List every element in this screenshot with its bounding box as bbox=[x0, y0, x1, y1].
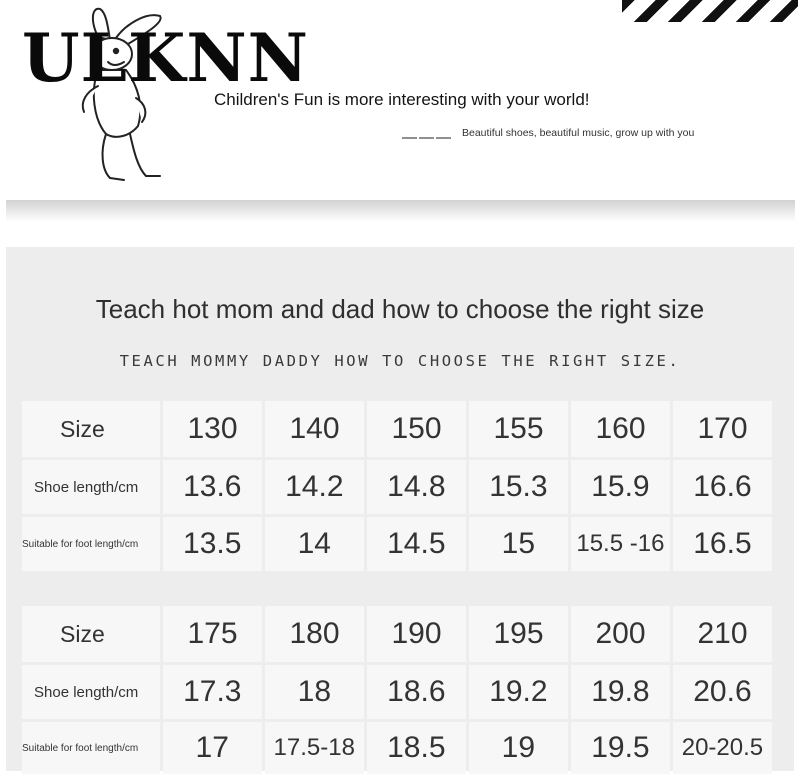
shoe-length-cell: 20.6 bbox=[673, 665, 772, 719]
foot-length-cell: 19.5 bbox=[571, 722, 670, 774]
size-guide-subtitle: TEACH MOMMY DADDY HOW TO CHOOSE THE RIGHT SIZE. bbox=[119, 352, 681, 370]
shoe-length-cell: 19.2 bbox=[469, 665, 568, 719]
size-cell: 160 bbox=[571, 401, 670, 457]
foot-length-row bbox=[22, 722, 772, 774]
foot-length-cell: 15.5 -16 bbox=[571, 517, 670, 571]
shoe-length-cell: 15.3 bbox=[469, 460, 568, 514]
size-table-1 bbox=[22, 401, 772, 574]
size-cell: 180 bbox=[265, 606, 364, 662]
row-label-shoe-length: Shoe length/cm bbox=[22, 460, 160, 514]
foot-length-cell: 19 bbox=[469, 722, 568, 774]
size-cell: 150 bbox=[367, 401, 466, 457]
foot-length-cell: 13.5 bbox=[163, 517, 262, 571]
foot-length-cell: 16.5 bbox=[673, 517, 772, 571]
foot-length-row bbox=[22, 517, 772, 571]
shoe-length-cell: 13.6 bbox=[163, 460, 262, 514]
shoe-length-cell: 19.8 bbox=[571, 665, 670, 719]
tagline-dashes: ——— bbox=[402, 129, 453, 146]
shoe-length-cell: 16.6 bbox=[673, 460, 772, 514]
size-cell: 210 bbox=[673, 606, 772, 662]
size-cell: 155 bbox=[469, 401, 568, 457]
row-label-foot-length: Suitable for foot length/cm bbox=[22, 517, 160, 571]
shoe-length-cell: 18 bbox=[265, 665, 364, 719]
shoe-length-cell: 15.9 bbox=[571, 460, 670, 514]
brand-logo: ULKNN bbox=[22, 19, 309, 97]
shoe-length-row bbox=[22, 665, 772, 719]
foot-length-cell: 17 bbox=[163, 722, 262, 774]
size-cell: 195 bbox=[469, 606, 568, 662]
size-cell: 140 bbox=[265, 401, 364, 457]
foot-length-cell: 18.5 bbox=[367, 722, 466, 774]
size-guide-title: Teach hot mom and dad how to choose the right size bbox=[95, 294, 705, 324]
foot-length-cell: 17.5-18 bbox=[265, 722, 364, 774]
header-shadow bbox=[6, 200, 795, 222]
foot-length-cell: 15 bbox=[469, 517, 568, 571]
size-cell: 190 bbox=[367, 606, 466, 662]
size-cell: 130 bbox=[163, 401, 262, 457]
shoe-length-cell: 17.3 bbox=[163, 665, 262, 719]
size-row bbox=[22, 606, 772, 662]
shoe-length-cell: 14.8 bbox=[367, 460, 466, 514]
tagline: Children's Fun is more interesting with your world! bbox=[214, 90, 590, 109]
row-label-foot-length: Suitable for foot length/cm bbox=[22, 722, 160, 774]
size-row bbox=[22, 401, 772, 457]
shoe-length-cell: 14.2 bbox=[265, 460, 364, 514]
size-cell: 170 bbox=[673, 401, 772, 457]
sub-tagline: Beautiful shoes, beautiful music, grow up with you bbox=[462, 127, 695, 139]
shoe-length-cell: 18.6 bbox=[367, 665, 466, 719]
foot-length-cell: 14.5 bbox=[367, 517, 466, 571]
foot-length-cell: 20-20.5 bbox=[673, 722, 772, 774]
size-cell: 200 bbox=[571, 606, 670, 662]
shoe-length-row bbox=[22, 460, 772, 514]
foot-length-cell: 14 bbox=[265, 517, 364, 571]
row-label-size: Size bbox=[22, 401, 160, 457]
row-label-shoe-length: Shoe length/cm bbox=[22, 665, 160, 719]
size-cell: 175 bbox=[163, 606, 262, 662]
decorative-stripes bbox=[622, 0, 798, 22]
size-table-2 bbox=[22, 606, 772, 777]
row-label-size: Size bbox=[22, 606, 160, 662]
